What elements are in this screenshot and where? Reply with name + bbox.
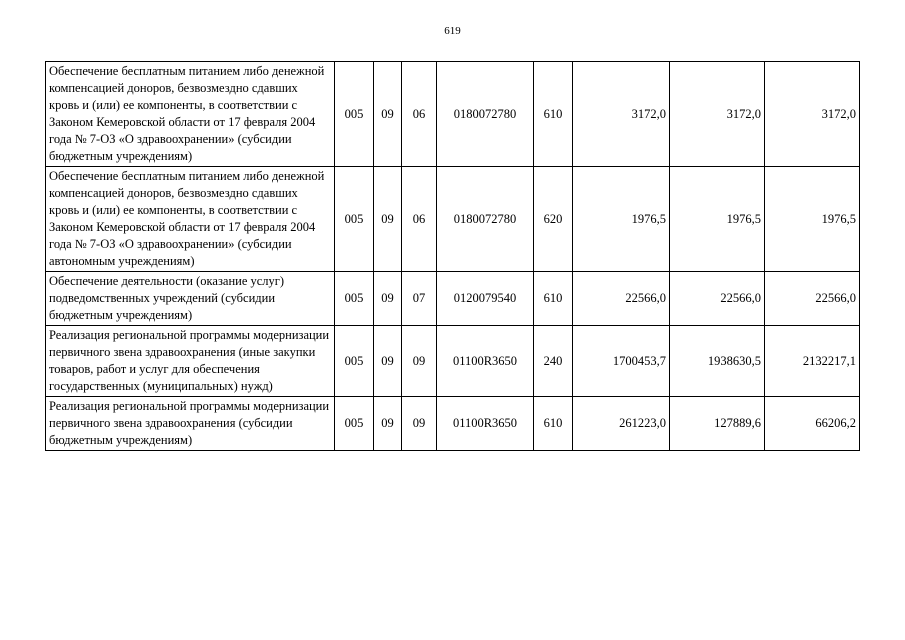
expense-description: Обеспечение деятельности (оказание услуг) подведомственных учреждений (субсидии бюджетным учреждениям) — [46, 272, 335, 326]
amount-year-2: 22566,0 — [670, 272, 765, 326]
table-row — [46, 397, 860, 451]
section-code: 09 — [374, 167, 402, 272]
subsection-code: 07 — [402, 272, 437, 326]
target-article-code: 0180072780 — [437, 62, 534, 167]
amount-year-1: 261223,0 — [573, 397, 670, 451]
table-row — [46, 326, 860, 397]
expense-description: Реализация региональной программы модернизации первичного звена здравоохранения (иные закупки товаров, работ и услуг для обеспечения государственных (муниципальных) нужд) — [46, 326, 335, 397]
amount-year-3: 2132217,1 — [765, 326, 860, 397]
subsection-code: 06 — [402, 167, 437, 272]
amount-year-1: 1700453,7 — [573, 326, 670, 397]
department-code: 005 — [335, 272, 374, 326]
table-row — [46, 272, 860, 326]
subsection-code: 09 — [402, 326, 437, 397]
subsection-code: 06 — [402, 62, 437, 167]
amount-year-2: 1976,5 — [670, 167, 765, 272]
target-article-code: 0180072780 — [437, 167, 534, 272]
expense-type-code: 610 — [534, 62, 573, 167]
expense-type-code: 240 — [534, 326, 573, 397]
table-row — [46, 62, 860, 167]
expense-type-code: 610 — [534, 272, 573, 326]
target-article-code: 01100R3650 — [437, 326, 534, 397]
amount-year-3: 3172,0 — [765, 62, 860, 167]
department-code: 005 — [335, 397, 374, 451]
subsection-code: 09 — [402, 397, 437, 451]
budget-table — [45, 61, 860, 451]
expense-type-code: 620 — [534, 167, 573, 272]
target-article-code: 01100R3650 — [437, 397, 534, 451]
department-code: 005 — [335, 167, 374, 272]
department-code: 005 — [335, 326, 374, 397]
expense-description: Обеспечение бесплатным питанием либо денежной компенсацией доноров, безвозмездно сдавших кровь и (или) ее компоненты, в соответствии с Законом Кемеровской области от 17 февраля 2004 года № 7-ОЗ «О здравоохранении» (субсидии автономным учреждениям) — [46, 167, 335, 272]
amount-year-1: 22566,0 — [573, 272, 670, 326]
amount-year-2: 3172,0 — [670, 62, 765, 167]
page-number: 619 — [444, 25, 461, 37]
amount-year-3: 66206,2 — [765, 397, 860, 451]
target-article-code: 0120079540 — [437, 272, 534, 326]
expense-description: Реализация региональной программы модернизации первичного звена здравоохранения (субсидии бюджетным учреждениям) — [46, 397, 335, 451]
amount-year-2: 1938630,5 — [670, 326, 765, 397]
amount-year-3: 1976,5 — [765, 167, 860, 272]
section-code: 09 — [374, 397, 402, 451]
expense-type-code: 610 — [534, 397, 573, 451]
table-row — [46, 167, 860, 272]
department-code: 005 — [335, 62, 374, 167]
amount-year-3: 22566,0 — [765, 272, 860, 326]
amount-year-1: 1976,5 — [573, 167, 670, 272]
section-code: 09 — [374, 326, 402, 397]
amount-year-1: 3172,0 — [573, 62, 670, 167]
expense-description: Обеспечение бесплатным питанием либо денежной компенсацией доноров, безвозмездно сдавших кровь и (или) ее компоненты, в соответствии с Законом Кемеровской области от 17 февраля 2004 года № 7-ОЗ «О здравоохранении» (субсидии бюджетным учреждениям) — [46, 62, 335, 167]
section-code: 09 — [374, 272, 402, 326]
section-code: 09 — [374, 62, 402, 167]
amount-year-2: 127889,6 — [670, 397, 765, 451]
